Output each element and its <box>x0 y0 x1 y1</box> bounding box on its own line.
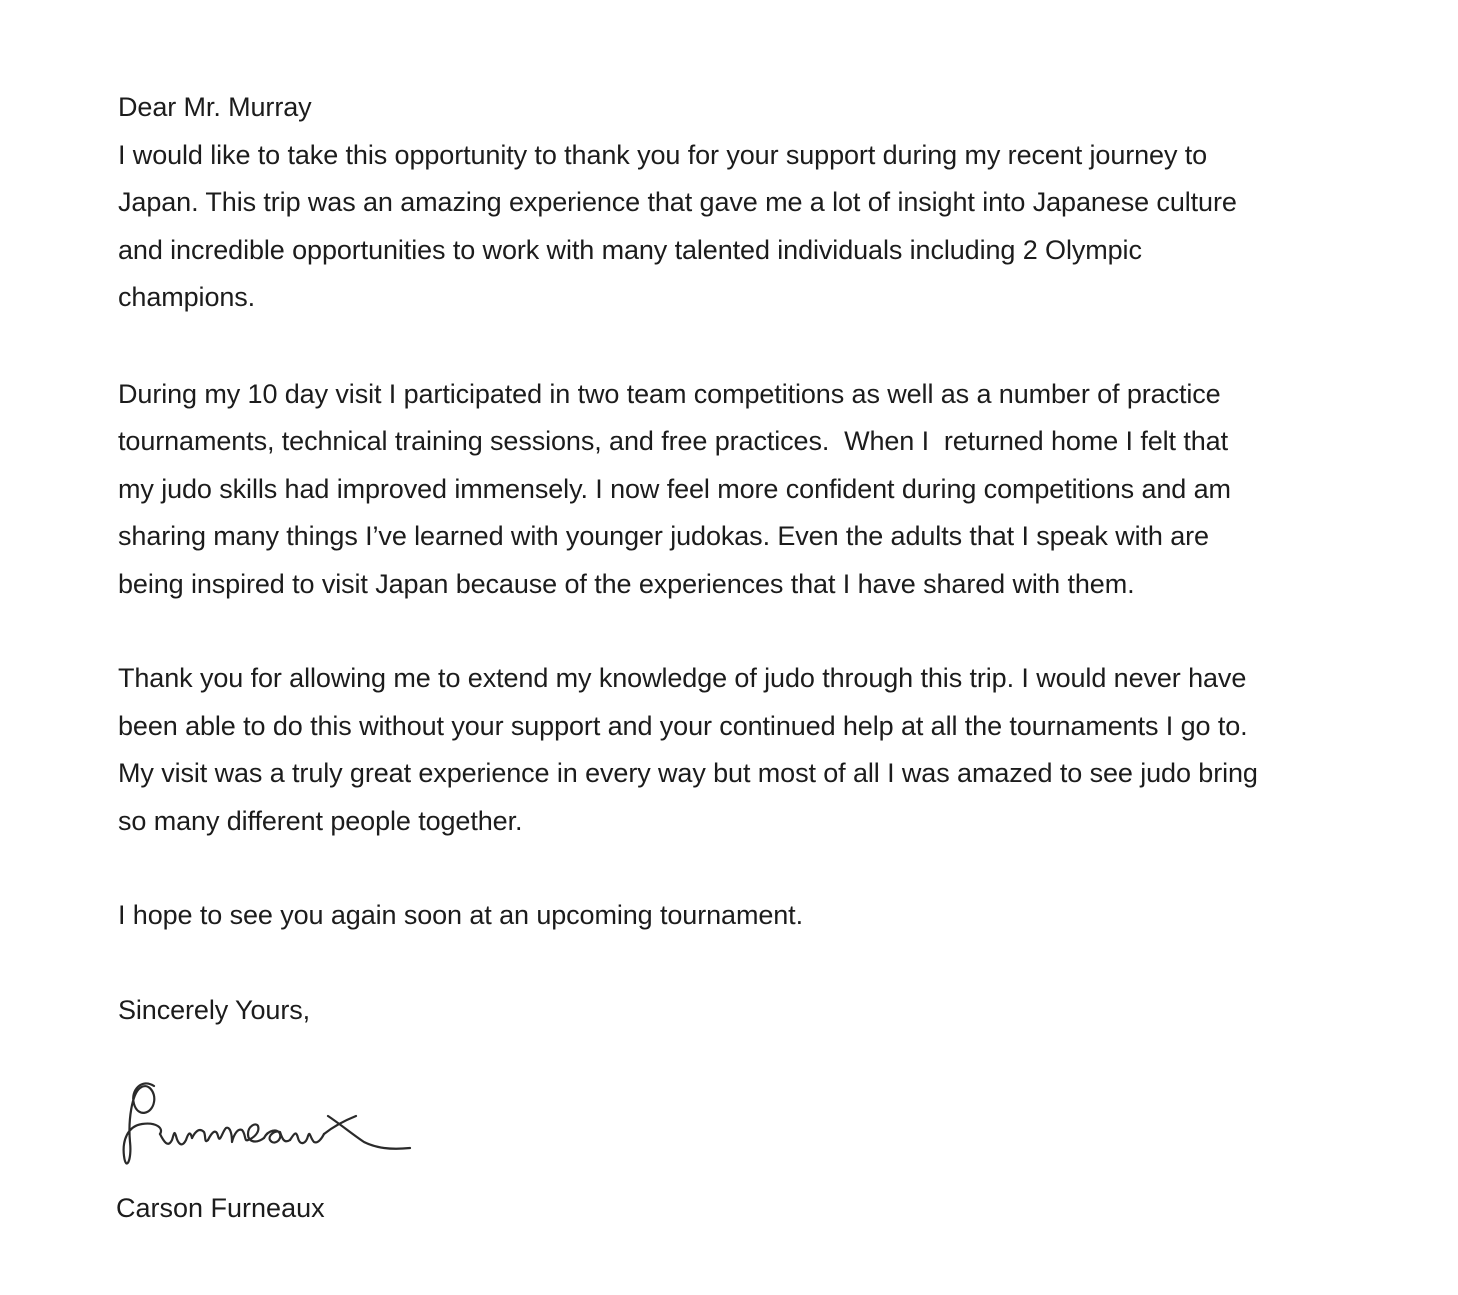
signature-stroke-f <box>124 1083 161 1163</box>
paragraph-2-line-4: sharing many things I’ve learned with younger judokas. Even the adults that I speak with are <box>118 521 1209 551</box>
signature-stroke-n <box>208 1128 248 1142</box>
signature-stroke-x <box>324 1116 410 1149</box>
paragraph-1-line-1: I would like to take this opportunity to thank you for your support during my recent journey to <box>118 139 1208 170</box>
paragraph-2-line-5: being inspired to visit Japan because of the experiences that I have shared with them. <box>118 568 1135 599</box>
signature-stroke-r <box>192 1130 208 1141</box>
paragraph-1-line-2: Japan. This trip was an amazing experience that gave me a lot of insight into Japanese culture <box>118 187 1237 217</box>
paragraph-3-line-4: so many different people together. <box>118 805 523 836</box>
signature-stroke-e <box>248 1124 264 1141</box>
paragraph-1-line-4: champions. <box>118 282 256 312</box>
letter-body <box>118 84 1378 1034</box>
paragraph-3-line-1: Thank you for allowing me to extend my knowledge of judo through this trip. I would never have <box>118 663 1247 693</box>
paragraph-3 <box>118 655 1378 845</box>
paragraph-2 <box>118 371 1378 609</box>
paragraph-2-line-1: During my 10 day visit I participated in two team competitions as well as a number of practice <box>118 378 1221 409</box>
signature-stroke-u <box>160 1133 192 1144</box>
signer-name: Carson Furneaux <box>116 1193 325 1223</box>
paragraph-spacer <box>118 940 1378 987</box>
paragraph-3-line-2: been able to do this without your support and your continued help at all the tournaments I go to. <box>118 710 1248 741</box>
paragraph-1-line-3: and incredible opportunities to work with many talented individuals including 2 Olympic <box>118 234 1142 265</box>
paragraph-spacer <box>118 608 1378 655</box>
greeting: Dear Mr. Murray <box>118 92 312 122</box>
paragraph-3-line-3: My visit was a truly great experience in every way but most of all I was amazed to see judo bring <box>118 758 1258 788</box>
handwritten-signature <box>112 1068 422 1193</box>
paragraph-spacer <box>118 845 1378 892</box>
signature-stroke-a <box>264 1131 290 1143</box>
closing-line: I hope to see you again soon at an upcoming tournament. <box>118 900 803 930</box>
paragraph-2-line-2: tournaments, technical training sessions, and free practices. When I returned home I felt that <box>118 426 1228 456</box>
paragraph-2-line-3: my judo skills had improved immensely. I now feel more confident during competitions and am <box>118 473 1231 504</box>
paragraph-1 <box>118 132 1378 322</box>
sign-off: Sincerely Yours, <box>118 994 311 1025</box>
signature-stroke-u2 <box>290 1134 324 1144</box>
paragraph-spacer <box>118 322 1378 371</box>
